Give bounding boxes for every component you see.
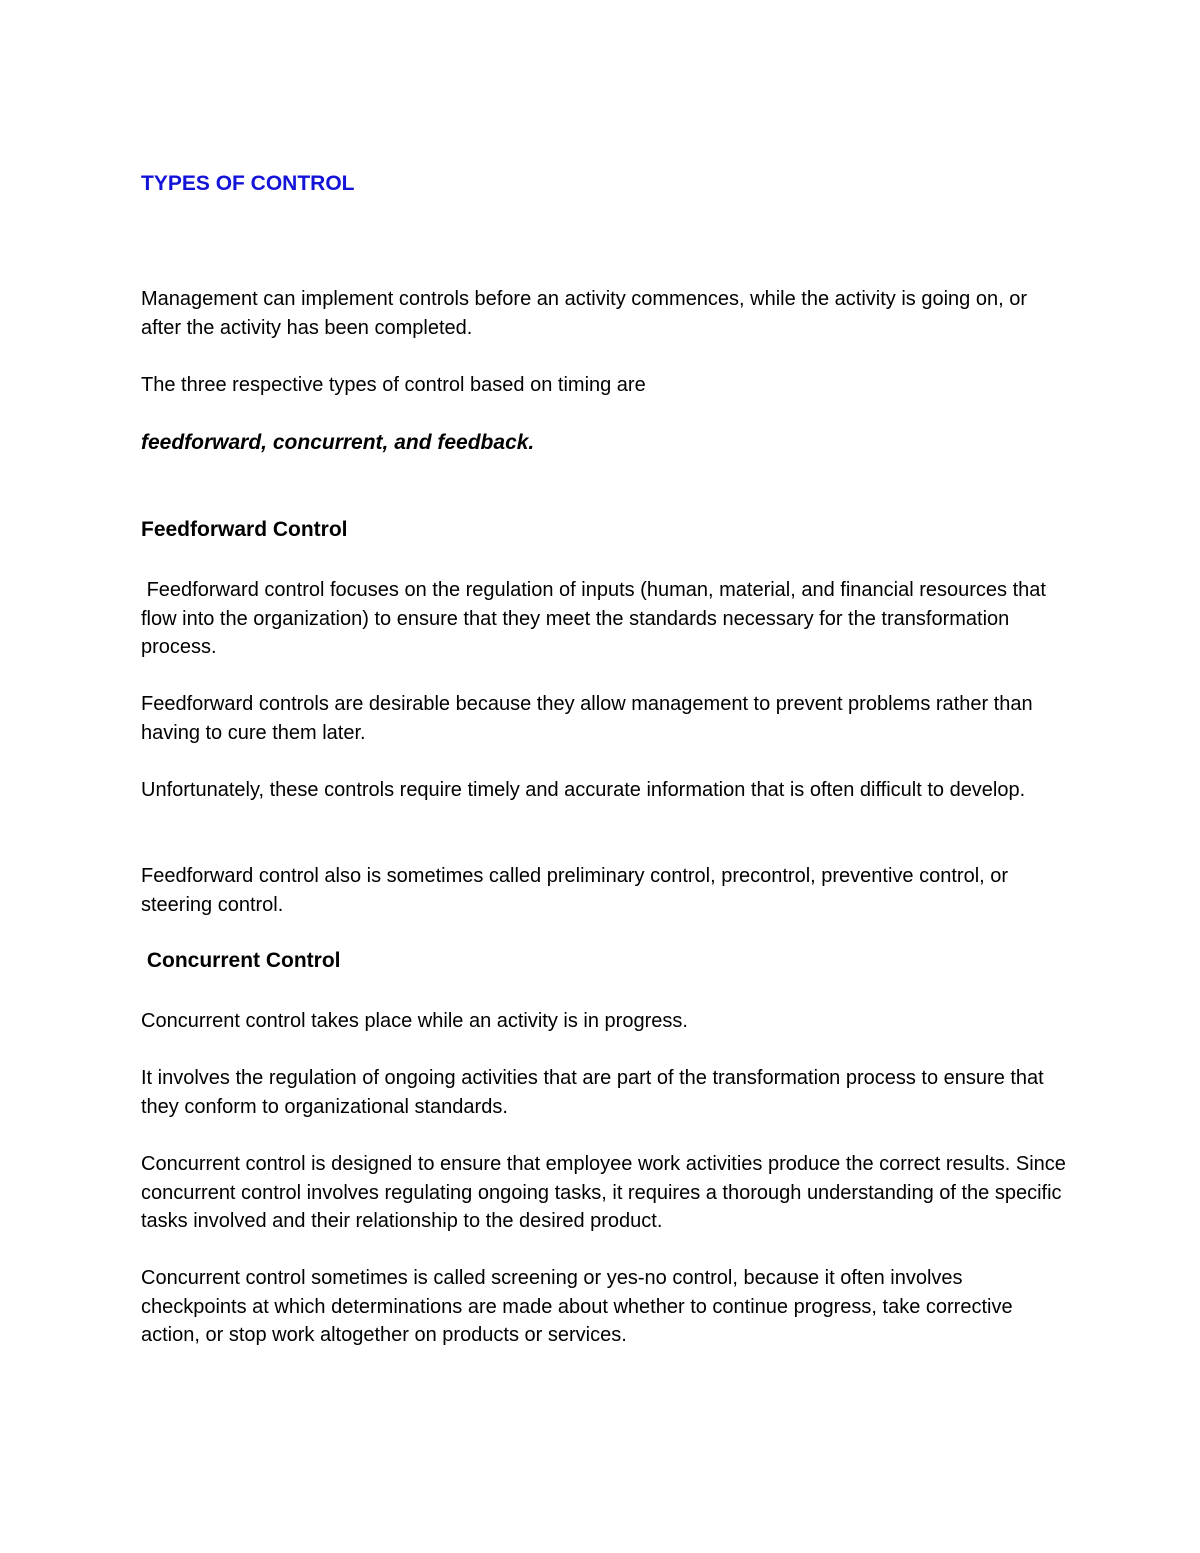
control-types-list: feedforward, concurrent, and feedback. [141,431,535,454]
concurrent-paragraph-3: Concurrent control is designed to ensure that employee work activities produce the correct results. Since concurrent control involves regulating ongoing tasks, it requires a thorough understanding of the specific tasks involved and their relationship to the desired product. [141,1153,1066,1232]
concurrent-heading: Concurrent Control [141,949,341,972]
feedforward-paragraph-2: Feedforward controls are desirable because they allow management to prevent problems rather than having to cure them later. [141,693,1033,744]
feedforward-heading: Feedforward Control [141,518,348,541]
concurrent-paragraph-4: Concurrent control sometimes is called screening or yes-no control, because it often involves checkpoints at which determinations are made about whether to continue progress, take corrective action, or stop work altogether on products or services. [141,1267,1013,1346]
concurrent-paragraph-2: It involves the regulation of ongoing activities that are part of the transformation process to ensure that they conform to organizational standards. [141,1067,1044,1118]
timing-sentence: The three respective types of control based on timing are [141,374,646,396]
feedforward-paragraph-4: Feedforward control also is sometimes called preliminary control, precontrol, preventive control, or steering control. [141,865,1009,916]
feedforward-paragraph-3: Unfortunately, these controls require timely and accurate information that is often difficult to develop. [141,779,1026,801]
concurrent-paragraph-1: Concurrent control takes place while an activity is in progress. [141,1010,688,1032]
feedforward-paragraph-1: Feedforward control focuses on the regulation of inputs (human, material, and financial resources that flow into the organization) to ensure that they meet the standards necessary for the transformation process. [141,579,1052,658]
page-title: TYPES OF CONTROL [141,172,355,195]
intro-paragraph: Management can implement controls before an activity commences, while the activity is going on, or after the activity has been completed. [141,288,1027,339]
